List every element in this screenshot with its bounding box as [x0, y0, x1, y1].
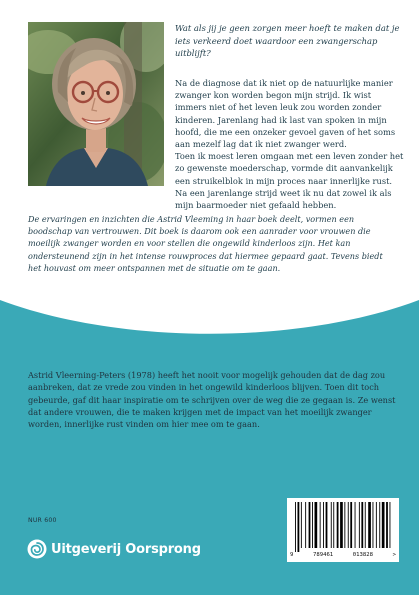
barcode-digits [287, 552, 399, 558]
isbn-barcode [287, 498, 399, 562]
book-blurb: De ervaringen en inzichten die Astrid Vleeming in haar boek deelt, vormen een boodschap van vertrouwen. Dit boek is daarom ook een aanrader voor vrouwen die moeilijk zwanger worden en voor stellen die ongewild kinderloos zijn. Het kan ondersteunend zijn in het intense rouwproces dat hiermee gepaard gaat. Tevens biedt het houvast om meer ontspannen met de situatie om te gaan. [28, 214, 383, 273]
barcode-bars [287, 498, 399, 554]
spiral-icon [27, 539, 47, 559]
author-bio: Astrid Vleerning-Peters (1978) heeft het nooit voor mogelijk gehouden dat de dag zou aanbreken, dat ze vrede zou vinden in het ongewild kinderloos blijven. Toen dit toch gebeurde, gaf dit haar inspiratie om te schrijven over de weg die ze gegaan is. Ze wenst dat andere vrouwen, die te maken krijgen met de impact van het moeilijk zwanger worden, innerlijke rust vinden om hier mee om te gaan. [28, 370, 396, 430]
barcode-digit-lead: 9 [290, 552, 294, 558]
author-portrait [28, 22, 164, 186]
publisher-name: Uitgeverij Oorsprong [51, 541, 201, 557]
intro-question: Wat als jij je geen zorgen meer hoeft te maken dat je iets verkeerd doet waardoor een zwangerschap uitblijft? [175, 23, 400, 59]
barcode-digit-group-2: 013828 [352, 552, 373, 558]
barcode-digit-group-1: 789461 [312, 552, 334, 558]
story-paragraph-2: Toen ik moest leren omgaan met een leven zonder het zo gewenste moederschap, vormde dit aanvankelijk een struikelblok in mijn proces naar innerlijke rust. Na een jarenlange strijd weet ik nu dat zowel ik als mijn baarmoeder niet gefaald hebben. [175, 151, 404, 211]
publisher-brand [27, 537, 201, 561]
story-paragraph-1: Na de diagnose dat ik niet op de natuurlijke manier zwanger kon worden begon mijn strijd. Ik wist immers niet of het leven leuk zou worden zonder kinderen. Jarenlang had ik last van spoken in mijn hoofd, die me een onzeker gevoel gaven of het soms aan mezelf lag dat ik niet zwanger werd. [175, 78, 396, 150]
barcode-digit-arrow: > [392, 552, 396, 558]
author-story [175, 77, 405, 211]
nur-code: NUR 600 [28, 517, 57, 524]
